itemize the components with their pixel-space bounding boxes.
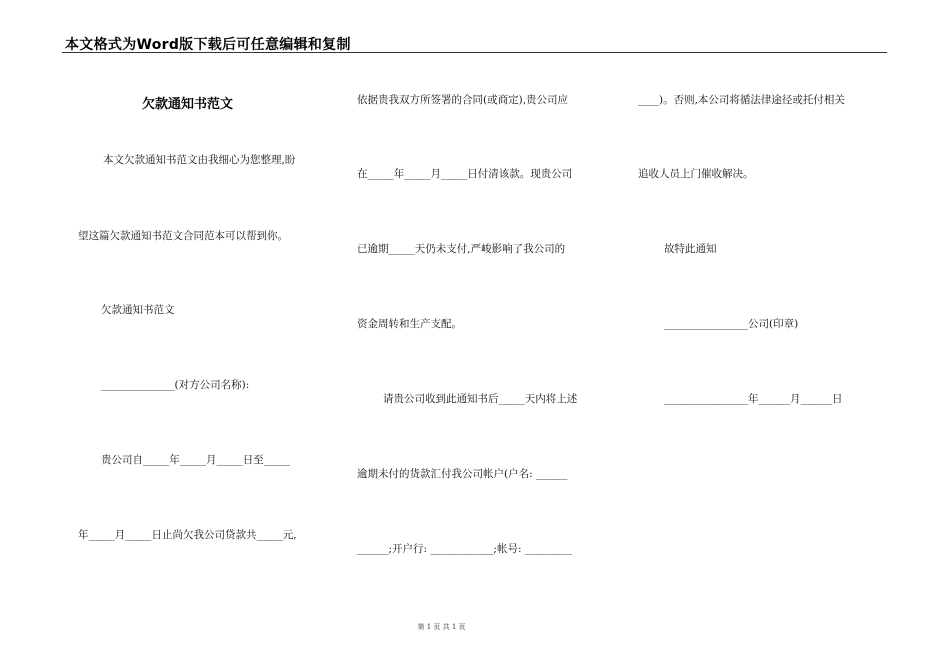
col3-line-4: ________________公司(印章) bbox=[664, 318, 799, 330]
col1-line-3: 欠款通知书范文 bbox=[101, 304, 175, 316]
col3-line-1: ____)。否则,本公司将循法律途径或托付相关 bbox=[638, 94, 845, 106]
header-divider bbox=[62, 52, 887, 53]
col2-line-7: ______;开户行: ____________;帐号: _________ bbox=[357, 543, 573, 555]
col2-line-5: 请贵公司收到此通知书后_____天内将上述 bbox=[383, 393, 578, 405]
col1-line-1: 本文欠款通知书范文由我细心为您整理,盼 bbox=[103, 154, 296, 166]
document-title: 欠款通知书范文 bbox=[142, 97, 234, 112]
col2-line-4: 资金周转和生产支配。 bbox=[357, 318, 462, 330]
col3-line-3: 故特此通知 bbox=[664, 243, 717, 255]
col3-line-5: ________________年______月______日 bbox=[664, 393, 843, 405]
col1-line-2: 望这篇欠款通知书范文合同范本可以帮到你。 bbox=[78, 230, 288, 242]
page-number-footer: 第 1 页 共 1 页 bbox=[417, 623, 466, 631]
col2-line-2: 在_____年_____月_____日付清该款。现贵公司 bbox=[357, 168, 573, 180]
col1-line-4: ______________(对方公司名称): bbox=[101, 379, 250, 391]
col1-line-5: 贵公司自_____年_____月_____日至_____ bbox=[101, 454, 290, 466]
col3-line-2: 追收人员上门催收解决。 bbox=[638, 168, 754, 180]
col2-line-6: 逾期未付的货款汇付我公司帐户(户名: ______ bbox=[357, 468, 568, 480]
col2-line-1: 依据贵我双方所签署的合同(或商定),贵公司应 bbox=[357, 94, 569, 106]
col1-line-6: 年_____月_____日止尚欠我公司贷款共_____元, bbox=[78, 529, 297, 541]
col2-line-3: 已逾期_____天仍未支付,严峻影响了我公司的 bbox=[357, 243, 566, 255]
document-header-title: 本文格式为Word版下载后可任意编辑和复制 bbox=[65, 37, 351, 53]
